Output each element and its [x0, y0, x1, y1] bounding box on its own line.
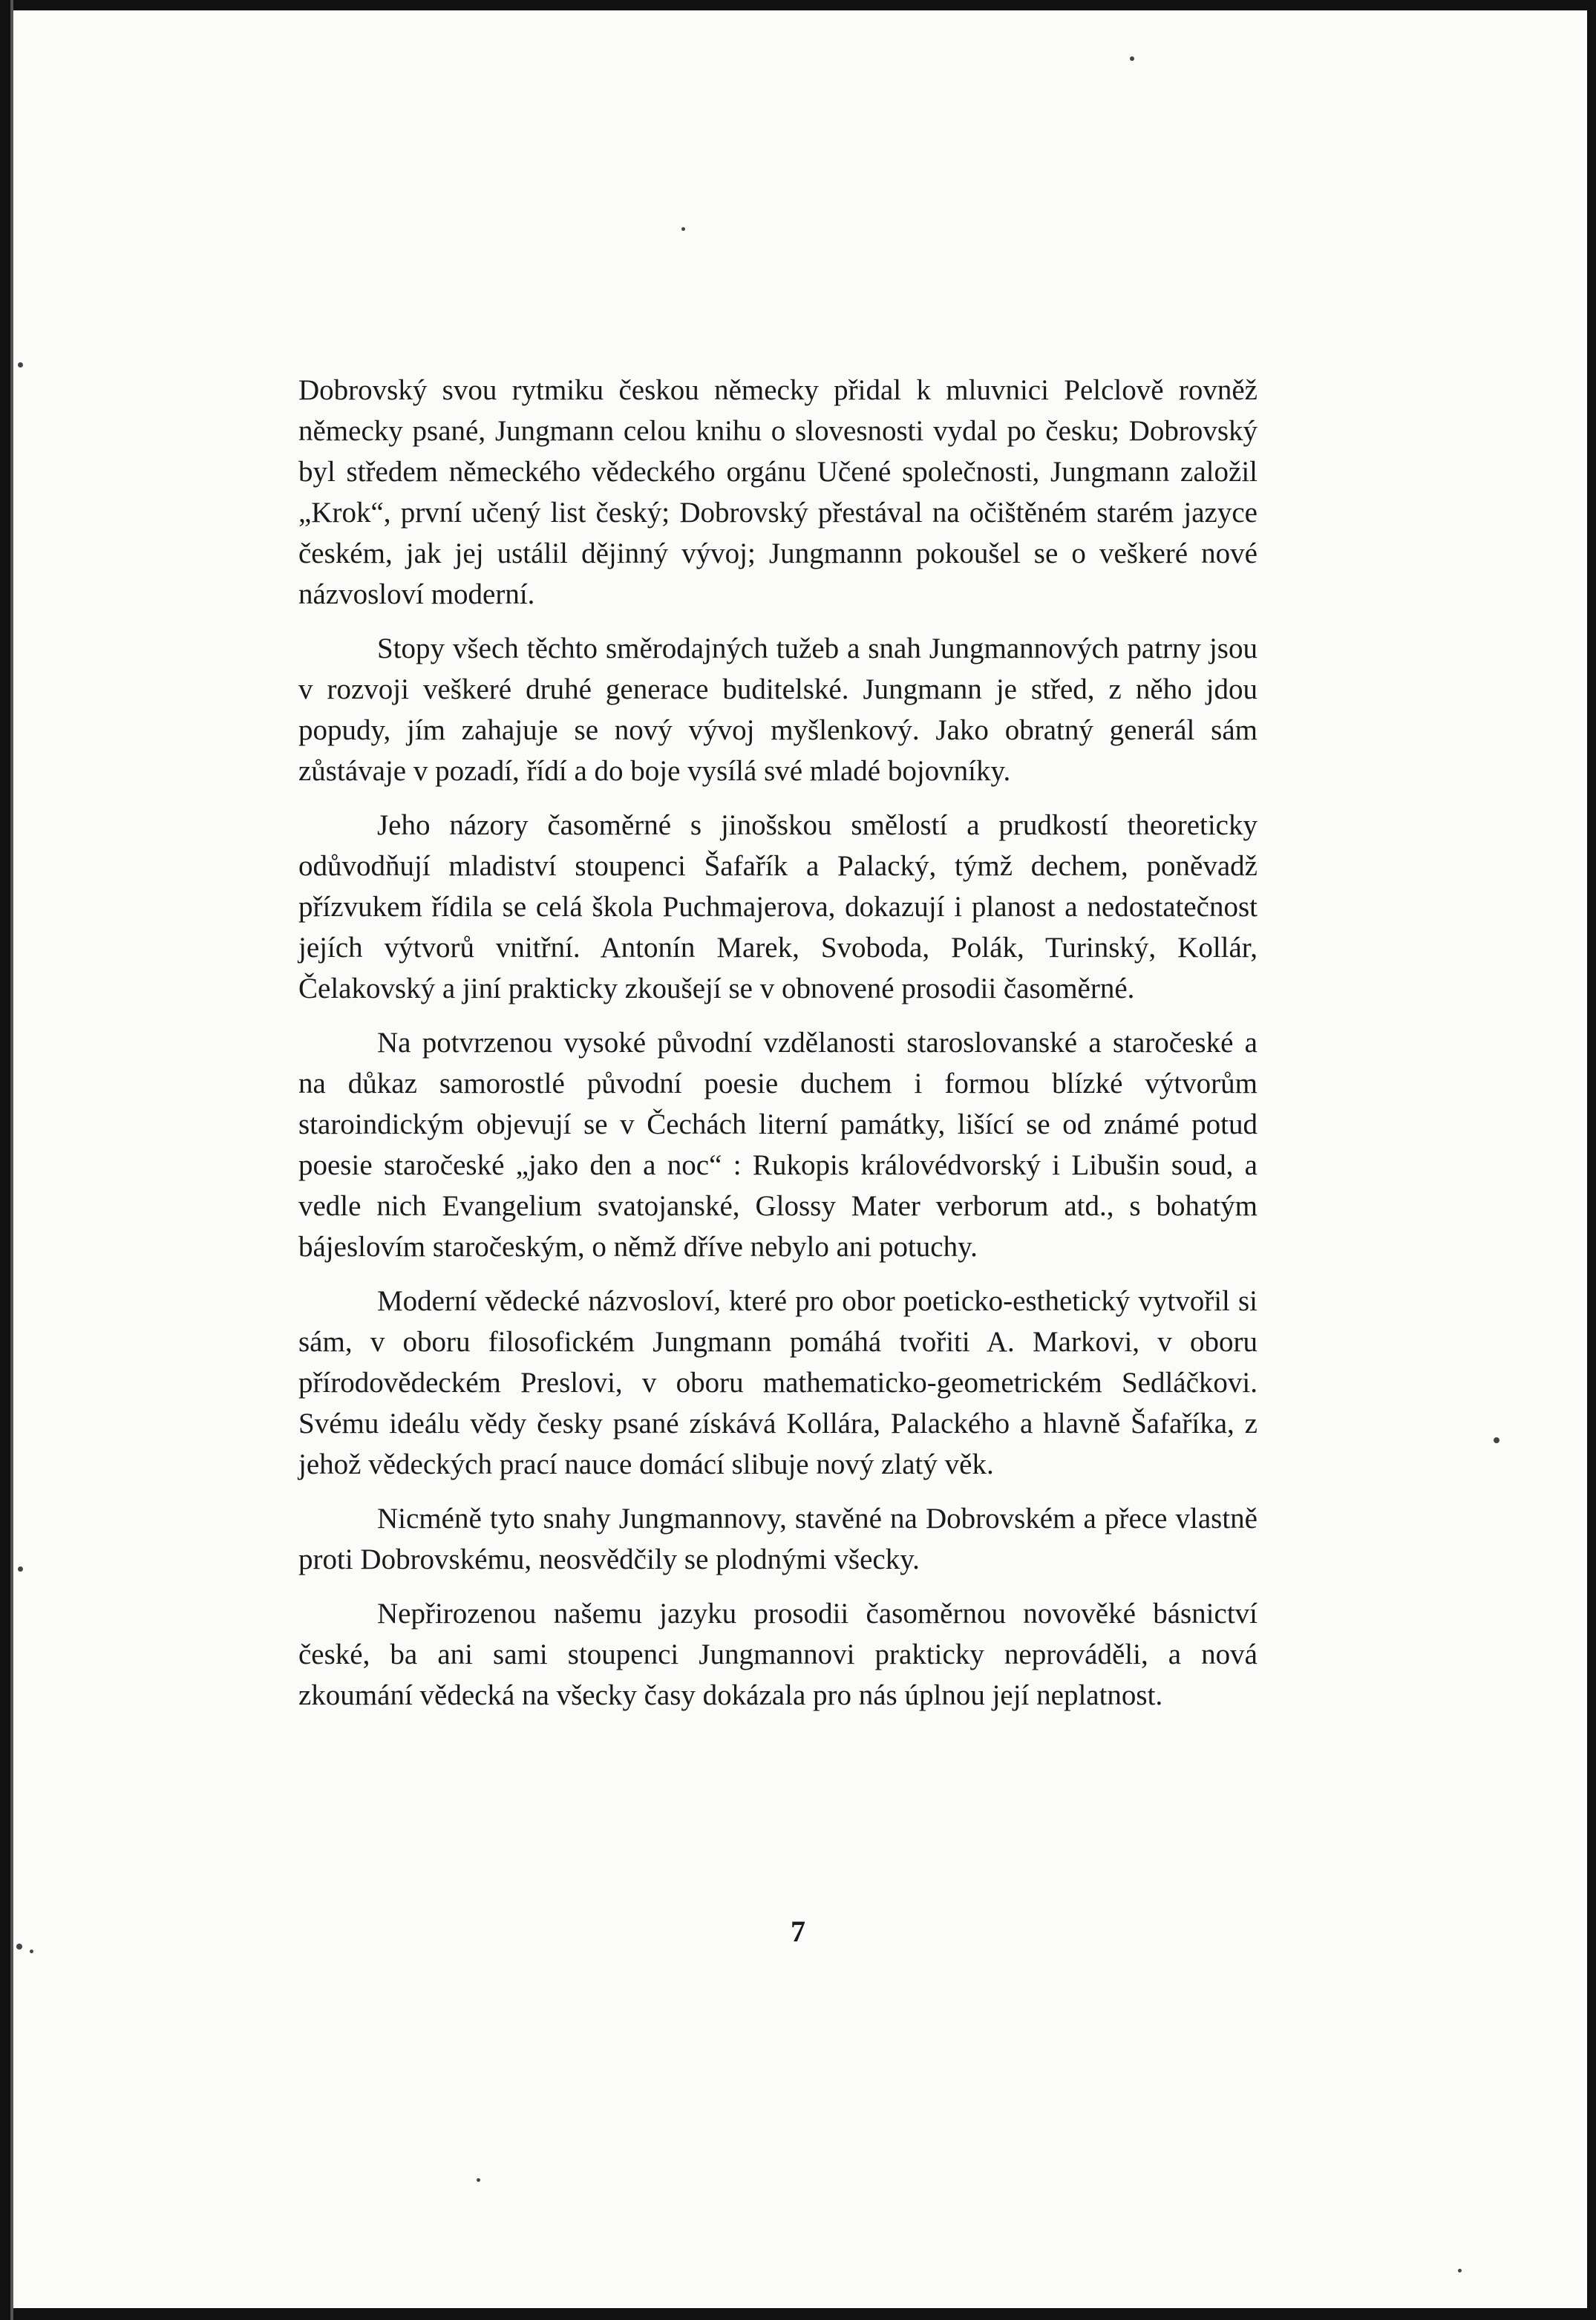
scan-border-top: [0, 0, 1596, 10]
body-text: [298, 370, 1257, 1729]
page-number: 7: [791, 1915, 805, 1948]
paragraph: Nepřirozenou našemu jazyku prosodii časoměrnou novověké básnictví české, ba ani sami stoupenci Jungmannovi prakticky neprováděli, a nová zkoumání vědecká na všecky časy dokázala pro nás úplnou její neplatnost.: [298, 1598, 1257, 1711]
dust-speck: [30, 1950, 33, 1953]
dust-speck: [18, 1566, 23, 1572]
dust-speck: [18, 362, 23, 367]
dust-speck: [1130, 56, 1134, 61]
paragraph: Nicméně tyto snahy Jungmannovy, stavěné na Dobrovském a přece vlastně proti Dobrovskému, neosvědčily se plodnými všecky.: [298, 1503, 1257, 1575]
paragraph: Moderní vědecké názvosloví, které pro obor poeticko-esthetický vytvořil si sám, v oboru filosofickém Jungmann pomáhá tvořiti A. Markovi, v oboru přírodovědeckém Preslovi, v oboru mathematicko-geometrickém Sedláčkovi. Svému ideálu vědy česky psané získává Kollára, Palackého a hlavně Šafaříka, z jehož vědeckých prací nauce domácí slibuje nový zlatý věk.: [298, 1285, 1257, 1480]
dust-speck: [477, 2178, 480, 2182]
dust-speck: [681, 227, 685, 231]
dust-speck: [1458, 2269, 1462, 2272]
paragraph: Dobrovský svou rytmiku českou německy přidal k mluvnici Pelclově rovněž německy psané, Jungmann celou knihu o slovesnosti vydal po česku; Dobrovský byl středem německého vědeckého orgánu Učené společnosti, Jungmann založil „Krok“, první učený list český; Dobrovský přestával na očištěném starém jazyce českém, jak jej ustálil dějinný vývoj; Jungmannn pokoušel se o veškeré nové názvosloví moderní.: [298, 374, 1257, 610]
paragraph: Na potvrzenou vysoké původní vzdělanosti staroslovanské a staročeské a na důkaz samorostlé původní poesie duchem i formou blízké výtvorům staroindickým objevují se v Čechách literní památky, lišící se od známé potud poesie staročeské „jako den a noc“ : Rukopis královédvorský i Libušin soud, a vedle nich Evangelium svatojanské, Glossy Mater verborum atd., s bohatým bájeslovím staročeským, o němž dříve nebylo ani potuchy.: [298, 1027, 1257, 1263]
scan-border-left: [0, 0, 10, 2320]
paragraph: Stopy všech těchto směrodajných tužeb a snah Jungmannových patrny jsou v rozvoji veškeré druhé generace buditelské. Jungmann je střed, z něho jdou popudy, jím zahajuje se nový vývoj myšlenkový. Jako obratný generál sám zůstávaje v pozadí, řídí a do boje vysílá své mladé bojovníky.: [298, 633, 1257, 787]
dust-speck: [1494, 1437, 1499, 1443]
scan-border-bottom: [0, 2308, 1596, 2320]
scan-border-left-shadow: [10, 0, 13, 2320]
scan-border-right: [1587, 0, 1596, 2320]
paragraph: Jeho názory časoměrné s jinošskou smělostí a prudkostí theoreticky odůvodňují mladiství stoupenci Šafařík a Palacký, týmž dechem, poněvadž přízvukem řídila se celá škola Puchmajerova, dokazují i planost a nedostatečnost jejích výtvorů vnitřní. Antonín Marek, Svoboda, Polák, Turinský, Kollár, Čelakovský a jiní prakticky zkoušejí se v obnovené prosodii časoměrné.: [298, 809, 1257, 1004]
